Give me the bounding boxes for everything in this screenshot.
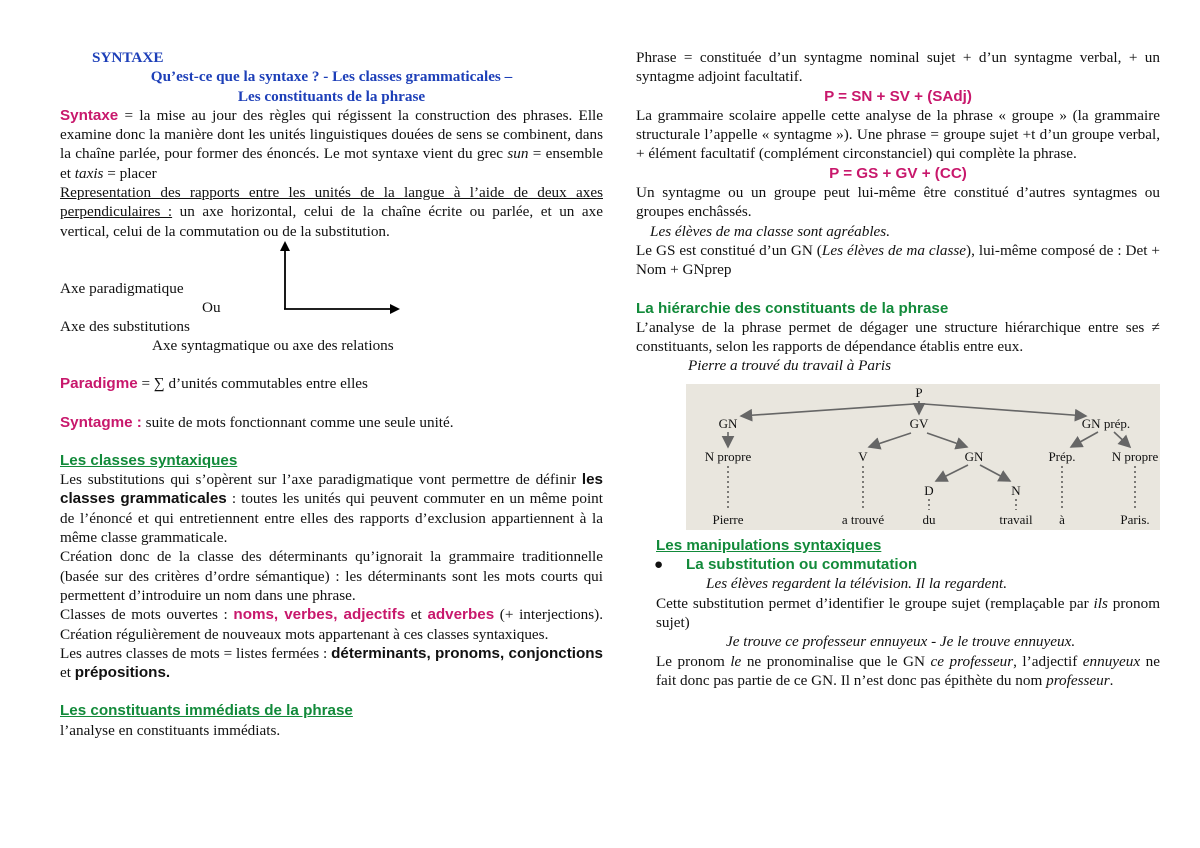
bullet-icon: ●	[654, 556, 664, 574]
tree-node-gn-prep: GN prép.	[1081, 415, 1131, 431]
doc-title: SYNTAXE	[92, 49, 164, 66]
horizontal-arrowhead	[390, 304, 400, 314]
hierarchie-paragraph: L’analyse de la phrase permet de dégager une structure hiérarchique entre ses ≠ constituants, selon les rapports de dépendance établis entre eux.	[636, 318, 1160, 356]
tree-node-gn-2: GN	[964, 448, 984, 464]
heading-constituants-immediats: Les constituants immédiats de la phrase	[60, 702, 353, 720]
tree-node-n-propre-1: N propre	[704, 448, 752, 464]
heading-manipulations: Les manipulations syntaxiques	[656, 536, 882, 554]
constituent-tree-figure	[686, 384, 1160, 530]
classes-paragraph-2: Création donc de la classe des déterminants qu’ignorait la grammaire traditionnelle (basée sur des critères d’ordre sémantique) : les déterminants sont les mots courts qui permettent d’introduire un nom dans une phrase.	[60, 548, 603, 604]
classes-paragraph-1: Les substitutions qui s’opèrent sur l’axe paradigmatique vont permettre de définir les classes grammaticales : toutes les unités qui peuvent commuter en un même point de l’énoncé et qui entretiennent entre elles des rapports d’exclusion appartiennent à la même classe grammaticale.	[60, 471, 603, 547]
formula-sn-sv: P = SN + SV + (SAdj)	[824, 87, 972, 105]
heading-substitution: La substitution ou commutation	[686, 556, 918, 574]
axes-arrows-graphic	[280, 241, 410, 316]
heading-classes-syntaxiques: Les classes syntaxiques	[60, 451, 238, 469]
left-column	[60, 48, 603, 740]
enchasses-paragraph: Un syntagme ou un groupe peut lui-même être constitué d’autres syntagmes ou groupes enchâssés.	[636, 184, 1160, 221]
tree-node-gv: GV	[909, 415, 929, 431]
axis-label-paradigmatique: Axe paradigmatique	[60, 279, 184, 297]
doc-subtitle-1: Qu’est-ce que la syntaxe ? - Les classes grammaticales –	[150, 68, 513, 86]
syntaxe-definition: Syntaxe = la mise au jour des règles qui régissent la construction des phrases. Elle examine donc la manière dont les unités linguistiques douées de sens se combinent, dans la chaîne parlée, pour former des énoncés. Le mot syntaxe vient du grec sun = ensemble et taxis = placer	[60, 106, 604, 182]
right-column	[636, 48, 1160, 690]
grammaire-scolaire-paragraph: La grammaire scolaire appelle cette analyse de la phrase « groupe » (la grammaire structurale l’appelle « syntagme »). Une phrase = groupe sujet +t d’un groupe verbal, + élément facultatif (complément circonstanciel) qui complète la phrase.	[636, 106, 1160, 163]
tree-node-d: D	[924, 482, 934, 498]
subst-explanation: Cette substitution permet d’identifier le groupe sujet (remplaçable par ils pronom sujet)	[656, 594, 1161, 631]
tree-word-travail: travail	[999, 511, 1033, 527]
syntagme-definition: Syntagme : suite de mots fonctionnant comme une seule unité.	[60, 413, 454, 431]
pronom-explanation: Le pronom le ne pronominalise que le GN ce professeur, l’adjectif ennuyeux ne fait donc pas partie de ce GN. Il n’est donc pas épithète du nom professeur.	[656, 652, 1160, 689]
syntaxe-term: Syntaxe	[60, 106, 119, 124]
axis-label-ou: Ou	[202, 298, 221, 316]
tree-word-a-trouve: a trouvé	[841, 511, 885, 527]
tree-word-a: à	[1059, 511, 1065, 527]
example-sentence-1: Les élèves de ma classe sont agréables.	[650, 222, 890, 240]
phrase-definition: Phrase = constituée d’un syntagme nominal sujet + d’un syntagme verbal, + un syntagme adjoint facultatif.	[636, 49, 1160, 86]
axis-label-substitutions: Axe des substitutions	[60, 317, 190, 335]
tree-node-prep: Prép.	[1048, 448, 1076, 464]
constituants-text: l’analyse en constituants immédiats.	[60, 721, 281, 739]
axes-paragraph: Representation des rapports entre les unités de la langue à l’aide de deux axes perpendiculaires : un axe horizontal, celui de la chaîne écrite ou parlée, et un axe vertical, celui de la commutation ou de la substitution.	[60, 184, 603, 240]
gs-composition: Le GS est constitué d’un GN (Les élèves de ma classe), lui-même composé de : Det + Nom + GNprep	[636, 241, 1160, 279]
paradigme-definition: Paradigme = ∑ d’unités commutables entre elles	[60, 375, 368, 393]
classes-paragraph-3: Classes de mots ouvertes : noms, verbes, adjectifs et adverbes (+ interjections). Création régulièrement de nouveaux mots appartenant à ces classes syntaxiques.	[60, 606, 604, 643]
tree-node-n: N	[1011, 482, 1021, 498]
tree-word-du: du	[922, 511, 936, 527]
tree-node-p: P	[915, 384, 923, 400]
tree-node-n-propre-2: N propre	[1111, 448, 1159, 464]
classes-paragraph-4: Les autres classes de mots = listes fermées : déterminants, pronoms, conjonctions et prépositions.	[60, 644, 603, 682]
subst-heading-row	[636, 555, 1160, 574]
axes-diagram	[60, 241, 603, 336]
example-sentence-3: Les élèves regardent la télévision. Il la regardent.	[706, 575, 1008, 593]
tree-word-pierre: Pierre	[712, 511, 744, 527]
formula-gs-gv: P = GS + GV + (CC)	[829, 164, 967, 182]
tree-edges	[728, 401, 1130, 481]
tree-node-v: V	[858, 448, 868, 464]
axis-label-syntagmatique: Axe syntagmatique ou axe des relations	[152, 336, 394, 354]
doc-subtitle-2: Les constituants de la phrase	[237, 87, 426, 105]
tree-word-paris: Paris.	[1120, 511, 1150, 527]
example-sentence-4: Je trouve ce professeur ennuyeux - Je le trouve ennuyeux.	[726, 633, 1076, 651]
constituent-tree	[686, 384, 1160, 530]
vertical-arrowhead	[280, 241, 290, 251]
heading-hierarchie: La hiérarchie des constituants de la phrase	[636, 299, 949, 317]
tree-node-gn: GN	[718, 415, 738, 431]
example-sentence-2: Pierre a trouvé du travail à Paris	[688, 357, 892, 375]
